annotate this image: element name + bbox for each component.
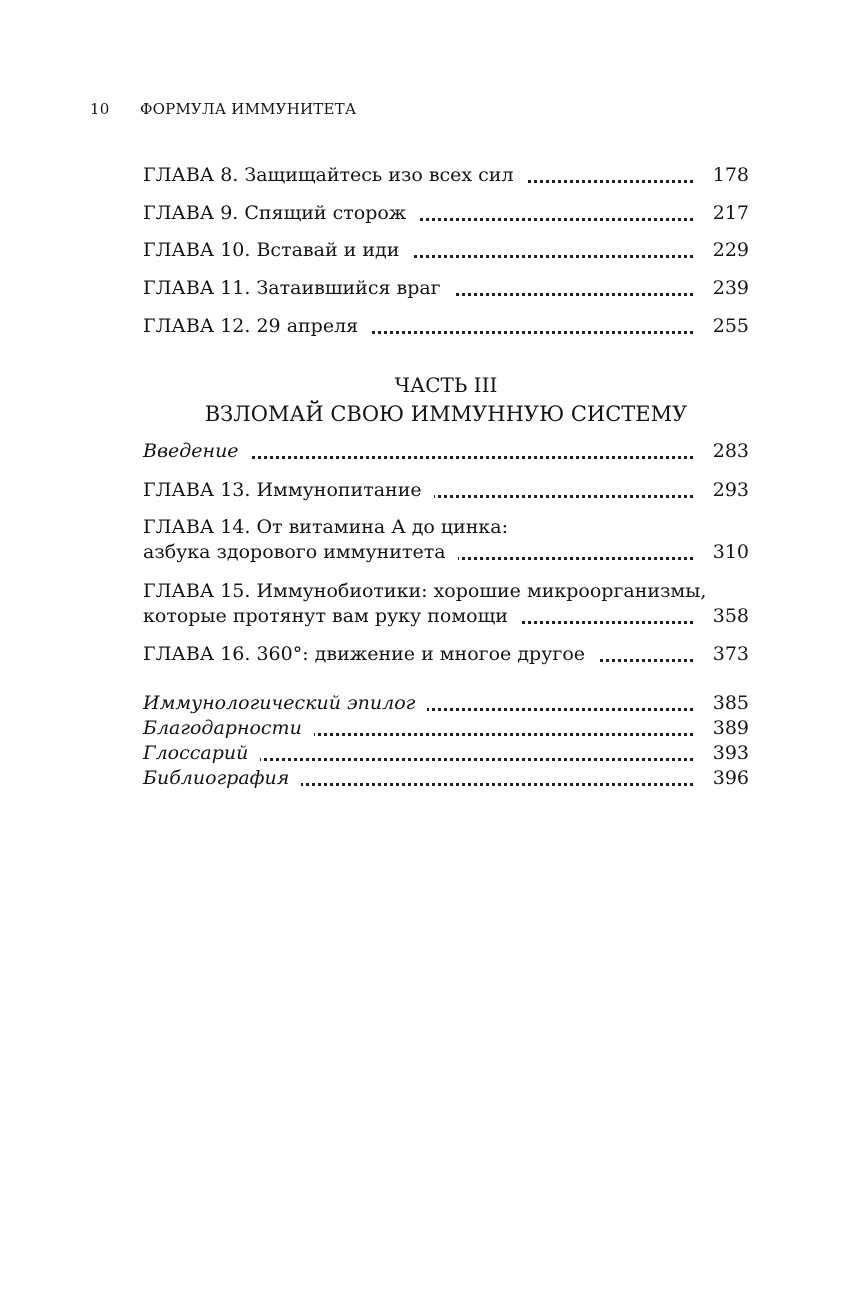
toc-entry-bibliography[interactable] — [143, 766, 749, 790]
toc-entry-chapter-14-line1[interactable]: ГЛАВА 14. От витамина А до цинка: — [143, 516, 509, 538]
toc-entry-intro[interactable] — [143, 439, 749, 463]
toc-entry-chapter-15-line1[interactable]: ГЛАВА 15. Иммунобиотики: хорошие микроорганизмы, — [143, 580, 707, 602]
toc-entry-title: Глоссарий — [143, 741, 260, 765]
toc-entry-chapter-13[interactable] — [143, 478, 749, 502]
toc-entry-title: ГЛАВА 16. 360°: движение и многое другое — [143, 642, 597, 666]
toc-entry-chapter-15[interactable] — [143, 604, 749, 628]
toc-entry-glossary[interactable] — [143, 741, 749, 765]
toc-entry-title: ГЛАВА 9. Спящий сторож — [143, 201, 418, 225]
page-number: 10 — [90, 100, 110, 118]
toc-entry-page: 358 — [703, 604, 749, 628]
toc-entry-title: Иммунологический эпилог — [143, 691, 427, 715]
toc-entry-page: 385 — [703, 691, 749, 715]
toc-entry-title: Библиография — [143, 766, 301, 790]
running-header — [90, 100, 356, 118]
toc-entry-page: 396 — [703, 766, 749, 790]
toc-entry-chapter-14[interactable] — [143, 540, 749, 564]
toc-entry-page: 373 — [703, 642, 749, 666]
toc-entry-page: 178 — [703, 163, 749, 187]
toc-entry-chapter-11[interactable] — [143, 276, 749, 300]
toc-entry-title: ГЛАВА 12. 29 апреля — [143, 314, 370, 338]
toc-entry-page: 239 — [703, 276, 749, 300]
toc-entry-epilogue[interactable] — [143, 691, 749, 715]
toc-entry-page: 293 — [703, 478, 749, 502]
part-title: ВЗЛОМАЙ СВОЮ ИММУННУЮ СИСТЕМУ — [204, 402, 688, 426]
toc-entry-title: ГЛАВА 13. Иммунопитание — [143, 478, 434, 502]
toc-entry-page: 389 — [703, 716, 749, 740]
toc-entry-title: ГЛАВА 10. Вставай и иди — [143, 238, 411, 262]
toc-entry-page: 310 — [703, 540, 749, 564]
toc-entry-page: 393 — [703, 741, 749, 765]
toc-entry-chapter-8[interactable] — [143, 163, 749, 187]
toc-entry-title: Благодарности — [143, 716, 314, 740]
toc-entry-chapter-16[interactable] — [143, 642, 749, 666]
toc-entry-title: азбука здорового иммунитета — [143, 540, 458, 564]
toc-entry-page: 229 — [703, 238, 749, 262]
part-label: ЧАСТЬ III — [394, 373, 498, 397]
toc-entry-chapter-10[interactable] — [143, 238, 749, 262]
toc-entry-chapter-9[interactable] — [143, 201, 749, 225]
toc-entry-title: ГЛАВА 8. Защищайтесь изо всех сил — [143, 163, 526, 187]
book-title: ФОРМУЛА ИММУНИТЕТА — [140, 100, 357, 118]
toc-entry-page: 283 — [703, 439, 749, 463]
toc-entry-page: 217 — [703, 201, 749, 225]
toc-entry-title: ГЛАВА 11. Затаившийся враг — [143, 276, 453, 300]
toc-entry-title: которые протянут вам руку помощи — [143, 604, 520, 628]
toc-entry-title: Введение — [143, 439, 251, 463]
toc-entry-acknowledgements[interactable] — [143, 716, 749, 740]
toc-entry-chapter-12[interactable] — [143, 314, 749, 338]
toc-entry-page: 255 — [703, 314, 749, 338]
